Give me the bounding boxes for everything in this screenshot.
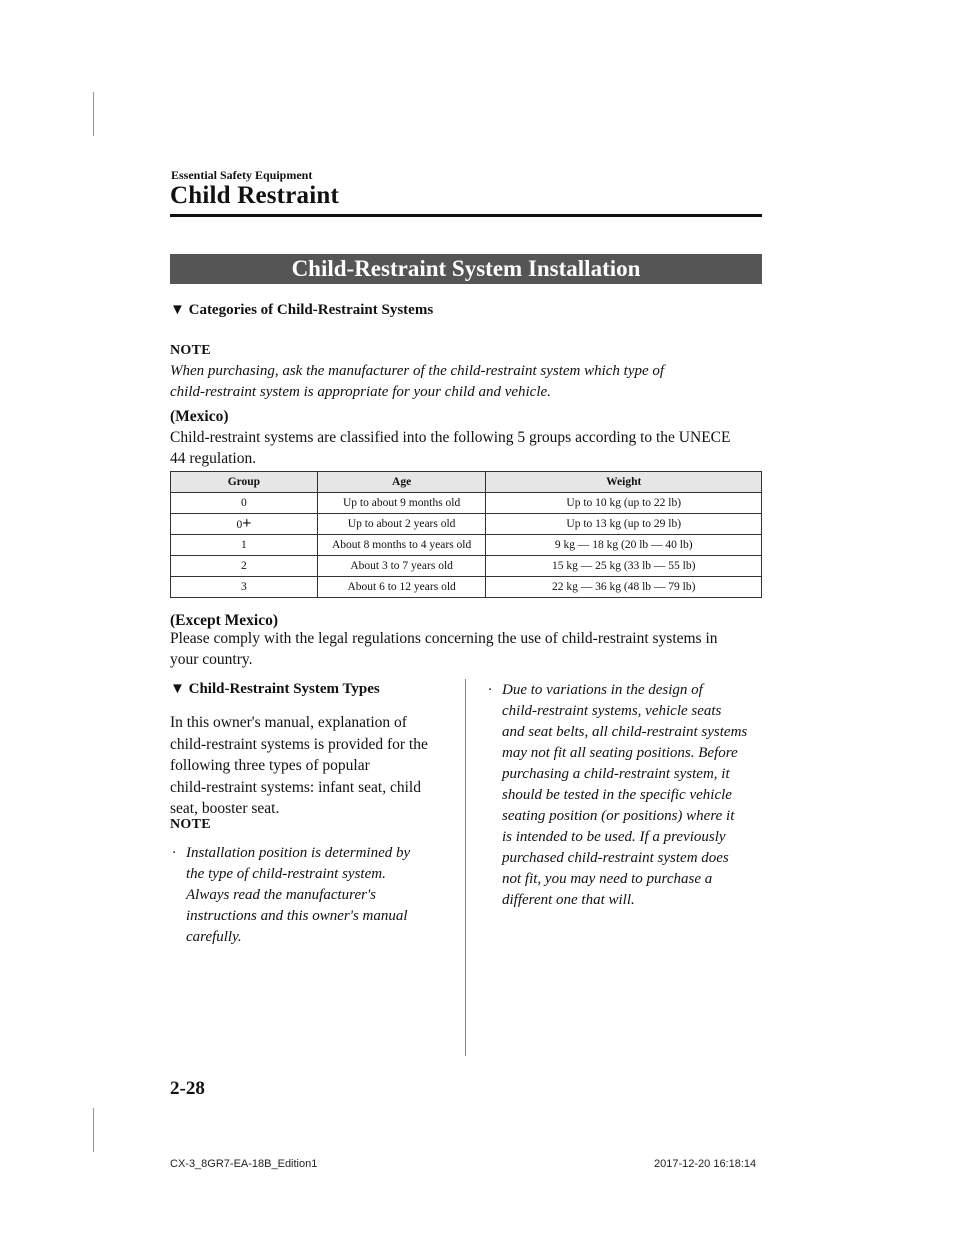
types-line: child-restraint systems: infant seat, child — [170, 778, 421, 796]
except-line: Please comply with the legal regulations concerning the use of child-restraint systems in — [170, 630, 718, 647]
table-cell: 9 kg ― 18 kg (20 lb ― 40 lb) — [486, 535, 762, 556]
types-body — [170, 712, 428, 820]
types-bullet-1 — [172, 843, 442, 948]
types-note-label: NOTE — [170, 817, 211, 832]
table-cell: About 3 to 7 years old — [317, 556, 486, 577]
header-rule — [170, 214, 762, 217]
bullet-line: instructions and this owner's manual — [186, 908, 408, 924]
bullet-line: child-restraint systems, vehicle seats — [502, 703, 722, 719]
bullet-line: purchasing a child-restraint system, it — [502, 766, 730, 782]
mexico-text — [170, 427, 730, 469]
triangle-down-icon: ▼ — [170, 681, 185, 697]
categories-heading — [170, 302, 433, 319]
table-cell — [171, 514, 318, 535]
table-cell: 15 kg ― 25 kg (33 lb ― 55 lb) — [486, 556, 762, 577]
table-cell: 2 — [171, 556, 318, 577]
mexico-label: (Mexico) — [170, 408, 229, 425]
bullet-line: Always read the manufacturer's — [186, 887, 376, 903]
crop-mark-bottom — [93, 1108, 94, 1152]
types-line: following three types of popular — [170, 757, 370, 774]
bullet-line: purchased child-restraint system does — [502, 850, 729, 866]
bullet-line: different one that will. — [502, 892, 635, 908]
bullet-line: Due to variations in the design of — [502, 682, 703, 698]
table-cell: 22 kg ― 36 kg (48 lb ― 79 lb) — [486, 577, 762, 598]
table-cell: Up to about 2 years old — [317, 514, 486, 535]
except-mexico-text — [170, 628, 718, 670]
bullet-line: carefully. — [186, 929, 242, 945]
table-cell: Up to 13 kg (up to 29 lb) — [486, 514, 762, 535]
table-cell: 1 — [171, 535, 318, 556]
types-heading — [170, 681, 380, 698]
table-cell: 3 — [171, 577, 318, 598]
plus-icon: + — [242, 515, 252, 532]
chapter-title: Child Restraint — [170, 182, 339, 209]
table-cell: Up to 10 kg (up to 22 lb) — [486, 493, 762, 514]
group-value: 0 — [236, 519, 243, 531]
table-row — [171, 577, 762, 598]
table-row — [171, 514, 762, 535]
table-cell: About 8 months to 4 years old — [317, 535, 486, 556]
bullet-line: Installation position is determined by — [186, 845, 411, 861]
triangle-down-icon: ▼ — [170, 302, 185, 318]
table-header-group: Group — [171, 472, 318, 493]
types-heading-text: Child-Restraint System Types — [188, 681, 380, 697]
types-line: seat, booster seat. — [170, 800, 280, 817]
table-row — [171, 556, 762, 577]
bullet-line: and seat belts, all child-restraint systems — [502, 724, 748, 740]
categories-heading-text: Categories of Child-Restraint Systems — [188, 302, 434, 318]
except-line: your country. — [170, 651, 253, 668]
note-text — [170, 361, 664, 403]
mexico-line: 44 regulation. — [170, 450, 257, 467]
section-kicker: Essential Safety Equipment — [171, 168, 313, 182]
bullet-line: the type of child-restraint system. — [186, 866, 386, 882]
types-line: In this owner's manual, explanation of — [170, 714, 407, 731]
table-header-row — [171, 472, 762, 493]
column-divider — [465, 679, 466, 1056]
bullet-icon: · — [172, 845, 176, 861]
footer-doc-id: CX-3_8GR7-EA-18B_Edition1 — [170, 1158, 318, 1170]
except-mexico-label: (Except Mexico) — [170, 612, 279, 629]
table-header-weight: Weight — [486, 472, 762, 493]
table-row — [171, 535, 762, 556]
note-label: NOTE — [170, 343, 211, 358]
bullet-icon: · — [488, 682, 492, 698]
group-table — [170, 471, 762, 598]
bullet-line: may not fit all seating positions. Before — [502, 745, 738, 761]
bullet-line: is intended to be used. If a previously — [502, 829, 726, 845]
bullet-line: should be tested in the specific vehicle — [502, 787, 732, 803]
types-bullet-2 — [488, 680, 778, 911]
table-cell: About 6 to 12 years old — [317, 577, 486, 598]
table-header-age: Age — [317, 472, 486, 493]
note-line: When purchasing, ask the manufacturer of the child-restraint system which type of — [170, 363, 665, 379]
note-line: child-restraint system is appropriate for your child and vehicle. — [170, 384, 551, 400]
section-banner: Child-Restraint System Installation — [170, 254, 762, 284]
mexico-line: Child-restraint systems are classified into the following 5 groups according to the UNECE — [170, 429, 731, 446]
table-row — [171, 493, 762, 514]
page-number: 2-28 — [170, 1078, 205, 1099]
footer-timestamp: 2017-12-20 16:18:14 — [654, 1158, 757, 1170]
crop-mark-top — [93, 92, 94, 136]
bullet-line: not fit, you may need to purchase a — [502, 871, 713, 887]
bullet-line: seating position (or positions) where it — [502, 808, 735, 824]
table-cell: 0 — [171, 493, 318, 514]
types-line: child-restraint systems is provided for the — [170, 735, 428, 753]
table-cell: Up to about 9 months old — [317, 493, 486, 514]
